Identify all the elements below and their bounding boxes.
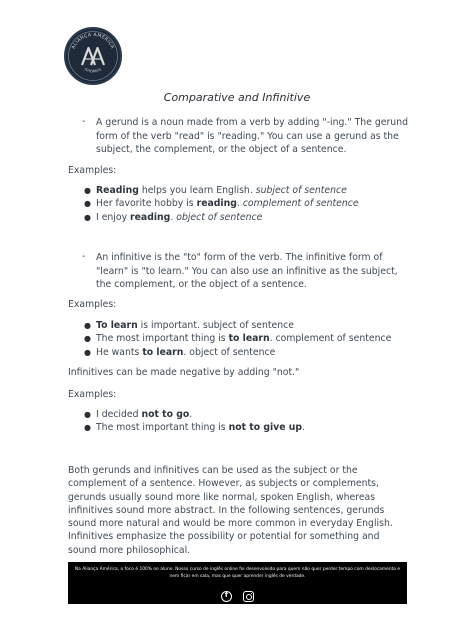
bullet-icon: ● (84, 212, 91, 222)
gerund-examples (84, 184, 359, 224)
logo-bottom-text: IDIOMAS (83, 67, 103, 74)
list-item: ● The most important thing is to learn. complement of sentence (84, 333, 392, 345)
bullet-icon: ● (84, 423, 91, 433)
closing-paragraph: Both gerunds and infinitives can be used as the subject or the complement of a sentence. However, as subjects or complements, gerunds usually sound more like normal, spoken English, whereas infinitives sound more abstract. In the following sentences, gerunds sound more natural and would be more common in everyday English. Infinitives emphasize the possibility or potential for something and sound more philosophical. (68, 465, 393, 556)
list-item: ● I decided not to go. (84, 409, 193, 420)
infinitive-examples (84, 319, 391, 359)
negative-examples (84, 408, 305, 435)
instagram-icon[interactable] (243, 591, 254, 602)
gerund-examples-label: Examples: (68, 165, 117, 176)
list-item: ● He wants to learn. object of sentence (84, 346, 276, 358)
footer-text: Na Aliança América, o foco é 100% no aluno. Nosso curso de inglês online foi desenvolvido para quem não quer perder tempo com deslocamento e nem ficar em sala, mas que quer aprender inglês de verdade. (74, 567, 401, 579)
bullet-icon: ● (84, 334, 91, 344)
footer-banner (68, 562, 407, 604)
svg-text:ALIANÇA AMÉRICA (71, 32, 116, 50)
infinitive-dash: - (82, 251, 86, 262)
facebook-icon[interactable] (221, 591, 232, 602)
list-item: ● I enjoy reading. object of sentence (84, 211, 263, 223)
logo-ring-text: ALIANÇA AMÉRICA (71, 32, 115, 50)
page-title: Comparative and Infinitive (163, 91, 311, 104)
gerund-dash: - (82, 116, 86, 127)
list-item: ● The most important thing is not to give up. (84, 422, 306, 434)
bullet-icon: ● (84, 347, 91, 357)
list-item: ● Her favorite hobby is reading. complement of sentence (84, 198, 359, 210)
facebook-glyph: f (224, 591, 228, 599)
bullet-icon: ● (84, 410, 91, 419)
negative-examples-label: Examples: (68, 389, 117, 400)
social-links (68, 586, 407, 605)
logo (64, 27, 122, 85)
infinitive-definition: An infinitive is the "to" form of the verb. The infinitive form of "learn" is "to learn." You can also use an infinitive as the subject, the complement, or the object of a sentence. (96, 252, 398, 290)
bullet-icon: ● (84, 199, 91, 209)
logo-mark (66, 29, 120, 83)
list-item: ● To learn is important. subject of sentence (84, 320, 294, 331)
negative-intro: Infinitives can be made negative by adding "not." (68, 367, 300, 378)
infinitive-examples-label: Examples: (68, 299, 117, 310)
list-item: ● Reading helps you learn English. subject of sentence (84, 185, 347, 196)
bullet-icon: ● (84, 321, 91, 330)
bullet-icon: ● (84, 186, 91, 195)
svg-text:IDIOMAS (84, 67, 103, 73)
gerund-definition: A gerund is a noun made from a verb by adding "-ing." The gerund form of the verb "read" is "reading." You can use a gerund as the subject, the complement, or the object of a sentence. (96, 117, 408, 155)
